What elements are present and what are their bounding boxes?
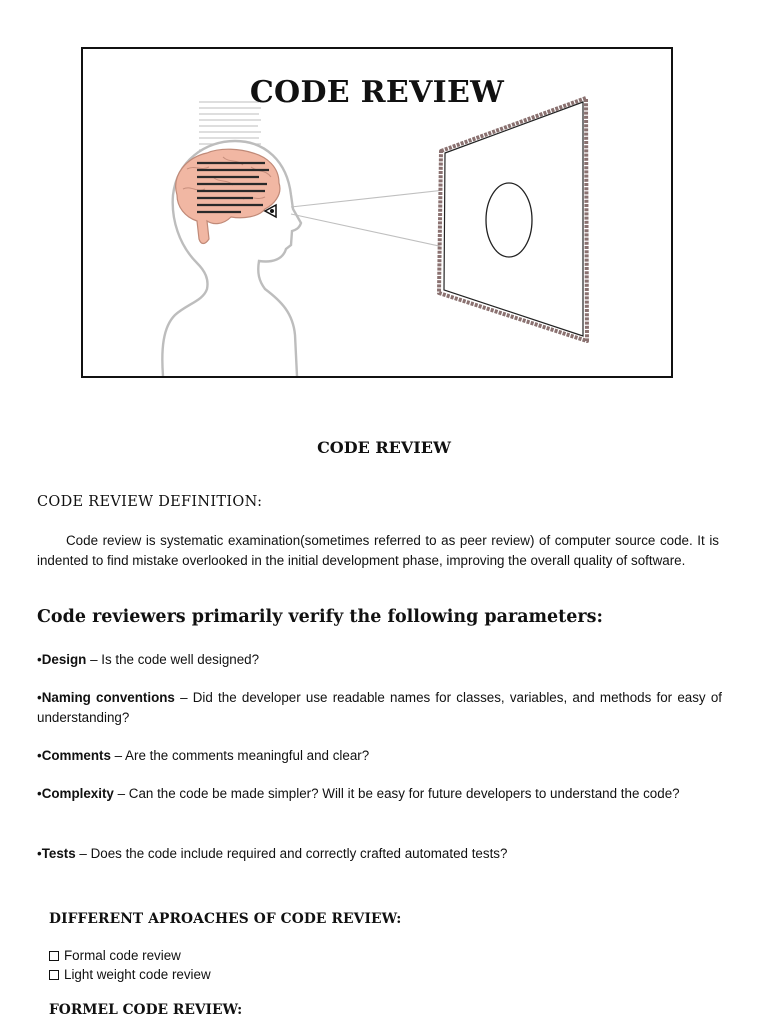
parameter-item-comments: [37, 746, 722, 766]
parameter-term: Tests: [41, 846, 76, 861]
parameter-item-tests: [37, 844, 722, 864]
approach-label: Light weight code review: [64, 967, 211, 982]
approach-item-formal: [49, 948, 181, 963]
parameter-item-naming-conventions: [37, 688, 722, 727]
bullet-marker: •: [37, 652, 42, 667]
definition-heading: CODE REVIEW DEFINITION:: [37, 494, 263, 510]
parameter-item-complexity: [37, 784, 722, 804]
parameter-term: Naming conventions: [41, 690, 175, 705]
parameters-heading: Code reviewers primarily verify the following parameters:: [37, 607, 603, 627]
formel-heading: FORMEL CODE REVIEW:: [49, 1002, 243, 1018]
approach-item-light-weight: [49, 967, 211, 982]
checkbox-icon: [49, 970, 59, 980]
parameter-term: Design: [41, 652, 87, 667]
picture-frame: [439, 98, 587, 341]
bullet-marker: •: [37, 690, 42, 705]
parameter-text: – Can the code be made simpler? Will it be easy for future developers to understand the code?: [113, 786, 680, 801]
parameter-term: Comments: [41, 748, 111, 763]
parameter-text: – Is the code well designed?: [86, 652, 260, 667]
parameter-text: – Did the developer use readable names for classes, variables, and methods for easy of understanding?: [37, 690, 722, 725]
figure-title: CODE REVIEW: [249, 75, 505, 110]
approach-label: Formal code review: [64, 948, 181, 963]
checkbox-icon: [49, 951, 59, 961]
parameter-text: – Are the comments meaningful and clear?: [110, 748, 370, 763]
parameter-text: – Does the code include required and correctly crafted automated tests?: [75, 846, 508, 861]
definition-paragraph: Code review is systematic examination(sometimes referred to as peer review) of computer source code. It is indented to find mistake overlooked in the initial development phase, improving the overall quality of software.: [37, 533, 719, 568]
bullet-marker: •: [37, 786, 42, 801]
bullet-marker: •: [37, 748, 42, 763]
bullet-marker: •: [37, 846, 42, 861]
parameter-term: Complexity: [41, 786, 114, 801]
approaches-heading: DIFFERENT APROACHES OF CODE REVIEW:: [49, 911, 402, 927]
parameter-item-design: [37, 650, 722, 670]
code-review-figure: [81, 47, 673, 378]
page-title: CODE REVIEW: [317, 438, 451, 457]
